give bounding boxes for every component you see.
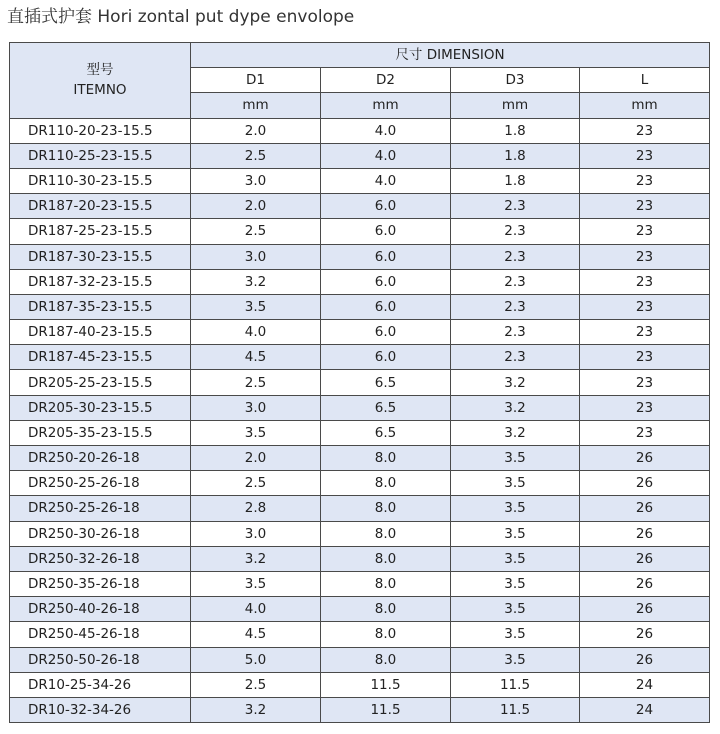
d1-cell: 2.5 [191,219,321,244]
table-row [10,521,710,546]
d3-cell: 3.2 [451,395,580,420]
d1-cell: 3.5 [191,571,321,596]
d1-cell: 2.5 [191,143,321,168]
d2-cell: 8.0 [321,571,451,596]
item-cell: DR250-25-26-18 [10,471,191,496]
d3-cell: 2.3 [451,219,580,244]
d1-cell: 2.0 [191,194,321,219]
table-row [10,219,710,244]
l-cell: 26 [580,446,710,471]
d3-cell: 11.5 [451,697,580,722]
d1-cell: 3.5 [191,294,321,319]
item-cell: DR250-30-26-18 [10,521,191,546]
item-cell: DR250-45-26-18 [10,622,191,647]
table-row [10,672,710,697]
table-row [10,320,710,345]
item-cell: DR187-30-23-15.5 [10,244,191,269]
d3-cell: 11.5 [451,672,580,697]
d1-cell: 3.2 [191,269,321,294]
item-cell: DR110-20-23-15.5 [10,118,191,143]
d3-cell: 3.5 [451,446,580,471]
table-row [10,168,710,193]
item-cell: DR250-40-26-18 [10,597,191,622]
d1-cell: 3.0 [191,168,321,193]
l-cell: 24 [580,672,710,697]
dimension-table [9,42,710,723]
d2-cell: 6.5 [321,395,451,420]
column-header-l: L [580,68,710,93]
table-row [10,345,710,370]
table-row [10,269,710,294]
d2-cell: 8.0 [321,446,451,471]
column-header-d2: D2 [321,68,451,93]
item-cell: DR10-32-34-26 [10,697,191,722]
d2-cell: 6.0 [321,269,451,294]
d1-cell: 3.2 [191,546,321,571]
l-cell: 23 [580,294,710,319]
d2-cell: 8.0 [321,546,451,571]
d1-cell: 2.5 [191,370,321,395]
l-cell: 26 [580,521,710,546]
table-row [10,446,710,471]
d2-cell: 8.0 [321,471,451,496]
d3-cell: 2.3 [451,345,580,370]
d3-cell: 3.5 [451,597,580,622]
table-row [10,244,710,269]
d1-cell: 2.8 [191,496,321,521]
d3-cell: 2.3 [451,320,580,345]
d1-cell: 3.2 [191,697,321,722]
l-cell: 26 [580,647,710,672]
item-cell: DR205-35-23-15.5 [10,420,191,445]
page-title: 直插式护套 Hori zontal put dype envolope [7,7,355,27]
item-cell: DR187-25-23-15.5 [10,219,191,244]
table-row [10,647,710,672]
item-cell: DR187-45-23-15.5 [10,345,191,370]
d1-cell: 2.5 [191,672,321,697]
table-row [10,622,710,647]
d3-cell: 2.3 [451,194,580,219]
table-row [10,546,710,571]
item-cell: DR250-50-26-18 [10,647,191,672]
d2-cell: 11.5 [321,697,451,722]
item-cell: DR187-32-23-15.5 [10,269,191,294]
d3-cell: 2.3 [451,244,580,269]
item-cell: DR205-30-23-15.5 [10,395,191,420]
d2-cell: 6.0 [321,345,451,370]
l-cell: 23 [580,320,710,345]
item-cell: DR250-20-26-18 [10,446,191,471]
d1-cell: 2.0 [191,118,321,143]
d3-cell: 3.5 [451,471,580,496]
l-cell: 23 [580,395,710,420]
d3-cell: 1.8 [451,168,580,193]
table-row [10,370,710,395]
unit-d3: mm [451,93,580,118]
item-header-cn: 型号 [86,62,114,79]
table-row [10,571,710,596]
unit-d1: mm [191,93,321,118]
d2-cell: 4.0 [321,118,451,143]
table-row [10,697,710,722]
item-cell: DR250-32-26-18 [10,546,191,571]
d1-cell: 4.5 [191,622,321,647]
d3-cell: 2.3 [451,294,580,319]
d3-cell: 3.5 [451,571,580,596]
d1-cell: 3.0 [191,521,321,546]
d1-cell: 3.5 [191,420,321,445]
item-cell: DR187-35-23-15.5 [10,294,191,319]
d3-cell: 1.8 [451,143,580,168]
l-cell: 23 [580,420,710,445]
d1-cell: 4.5 [191,345,321,370]
table-row [10,496,710,521]
d2-cell: 4.0 [321,143,451,168]
l-cell: 26 [580,571,710,596]
d2-cell: 6.0 [321,320,451,345]
l-cell: 23 [580,370,710,395]
l-cell: 26 [580,546,710,571]
d1-cell: 4.0 [191,597,321,622]
d1-cell: 2.5 [191,471,321,496]
column-header-d3: D3 [451,68,580,93]
l-cell: 23 [580,118,710,143]
d1-cell: 3.0 [191,395,321,420]
table-row [10,395,710,420]
l-cell: 23 [580,269,710,294]
l-cell: 26 [580,496,710,521]
d2-cell: 6.5 [321,420,451,445]
table-row [10,143,710,168]
l-cell: 26 [580,597,710,622]
d2-cell: 11.5 [321,672,451,697]
d2-cell: 6.0 [321,219,451,244]
d1-cell: 3.0 [191,244,321,269]
item-header-en: ITEMNO [73,82,127,99]
table-row [10,471,710,496]
item-cell: DR250-25-26-18 [10,496,191,521]
table-body [10,118,710,723]
d1-cell: 4.0 [191,320,321,345]
item-cell: DR205-25-23-15.5 [10,370,191,395]
d2-cell: 8.0 [321,521,451,546]
table-row [10,118,710,143]
d2-cell: 6.0 [321,294,451,319]
item-cell: DR187-20-23-15.5 [10,194,191,219]
table-row [10,597,710,622]
d3-cell: 3.2 [451,370,580,395]
l-cell: 26 [580,471,710,496]
d3-cell: 2.3 [451,269,580,294]
l-cell: 23 [580,244,710,269]
d2-cell: 8.0 [321,496,451,521]
d3-cell: 3.5 [451,647,580,672]
d2-cell: 4.0 [321,168,451,193]
dimension-header: 尺寸 DIMENSION [191,43,710,68]
d2-cell: 8.0 [321,622,451,647]
item-cell: DR10-25-34-26 [10,672,191,697]
d3-cell: 3.5 [451,521,580,546]
item-cell: DR110-30-23-15.5 [10,168,191,193]
table-row [10,194,710,219]
d2-cell: 6.0 [321,244,451,269]
d3-cell: 3.5 [451,496,580,521]
unit-d2: mm [321,93,451,118]
l-cell: 23 [580,168,710,193]
l-cell: 23 [580,143,710,168]
table-row [10,294,710,319]
d2-cell: 6.5 [321,370,451,395]
l-cell: 23 [580,219,710,244]
unit-l: mm [580,93,710,118]
d2-cell: 8.0 [321,597,451,622]
item-cell: DR250-35-26-18 [10,571,191,596]
d3-cell: 1.8 [451,118,580,143]
d1-cell: 5.0 [191,647,321,672]
d3-cell: 3.5 [451,546,580,571]
d3-cell: 3.2 [451,420,580,445]
d1-cell: 2.0 [191,446,321,471]
table-row [10,420,710,445]
l-cell: 26 [580,622,710,647]
l-cell: 24 [580,697,710,722]
d3-cell: 3.5 [451,622,580,647]
item-cell: DR187-40-23-15.5 [10,320,191,345]
item-header [10,43,191,119]
l-cell: 23 [580,194,710,219]
column-header-d1: D1 [191,68,321,93]
d2-cell: 8.0 [321,647,451,672]
item-cell: DR110-25-23-15.5 [10,143,191,168]
d2-cell: 6.0 [321,194,451,219]
l-cell: 23 [580,345,710,370]
